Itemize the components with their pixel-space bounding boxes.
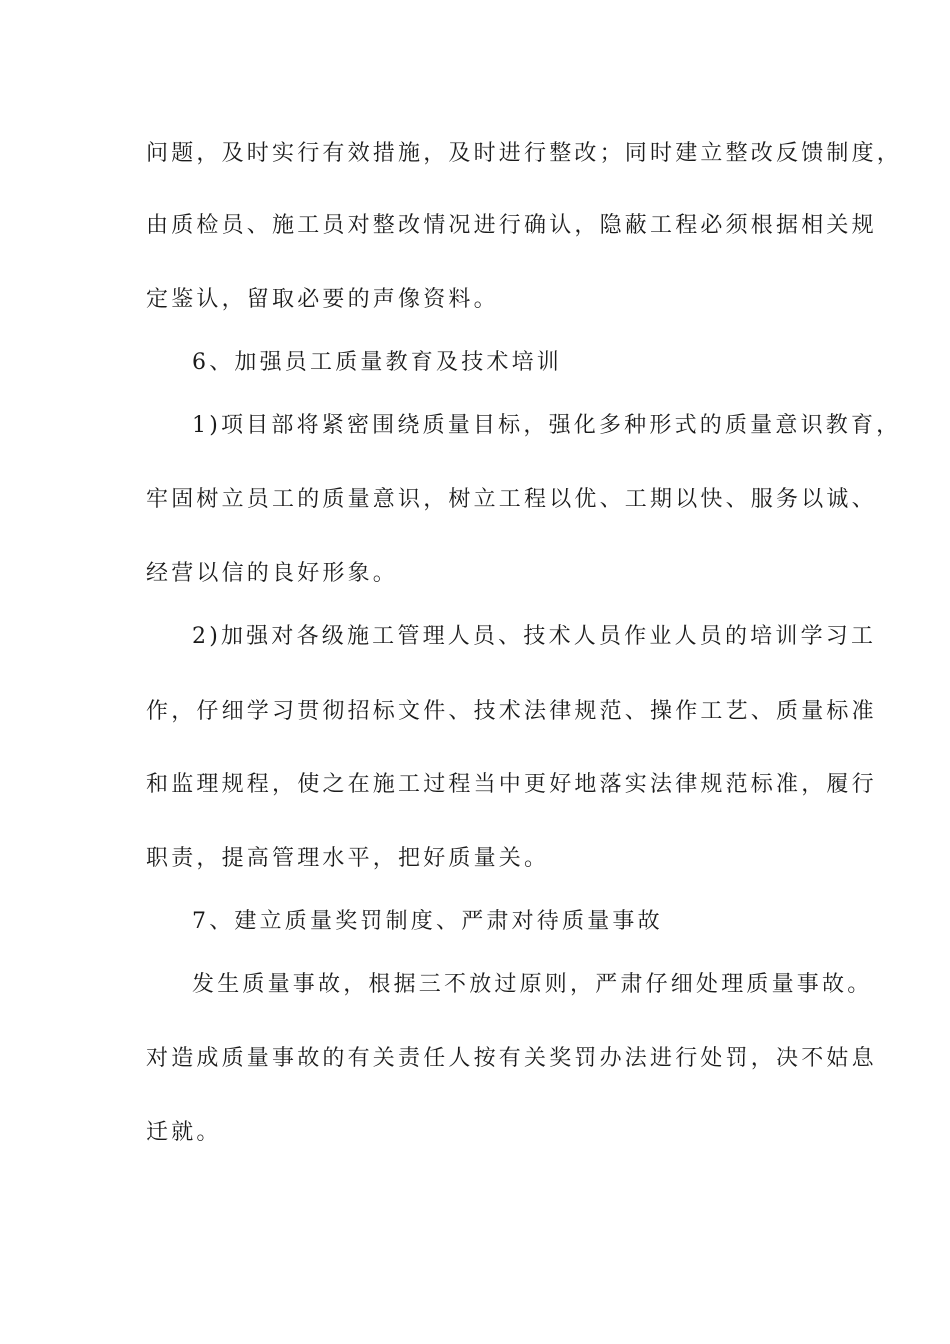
paragraph-line: 作，仔细学习贯彻招标文件、技术法律规范、操作工艺、质量标准 [146, 699, 877, 724]
paragraph-line: 1)项目部将紧密围绕质量目标，强化多种形式的质量意识教育， [192, 413, 902, 438]
section-heading-6: 6、加强员工质量教育及技术培训 [192, 350, 562, 375]
paragraph-line: 由质检员、施工员对整改情况进行确认，隐蔽工程必须根据相关规 [146, 213, 877, 238]
paragraph-line: 和监理规程，使之在施工过程当中更好地落实法律规范标准，履行 [146, 772, 877, 797]
section-heading-7: 7、建立质量奖罚制度、严肃对待质量事故 [192, 909, 663, 934]
paragraph-line: 对造成质量事故的有关责任人按有关奖罚办法进行处罚，决不姑息 [146, 1046, 877, 1071]
paragraph-line: 2)加强对各级施工管理人员、技术人员作业人员的培训学习工 [192, 624, 877, 649]
paragraph-line: 经营以信的良好形象。 [146, 561, 399, 586]
paragraph-line: 职责，提高管理水平，把好质量关。 [146, 846, 550, 871]
paragraph-line: 问题，及时实行有效措施，及时进行整改；同时建立整改反馈制度， [146, 141, 903, 166]
paragraph-line: 发生质量事故，根据三不放过原则，严肃仔细处理质量事故。 [192, 972, 873, 997]
paragraph-line: 迁就。 [146, 1120, 222, 1145]
paragraph-line: 牢固树立员工的质量意识，树立工程以优、工期以快、服务以诚、 [146, 487, 877, 512]
paragraph-line: 定鉴认，留取必要的声像资料。 [146, 287, 499, 312]
